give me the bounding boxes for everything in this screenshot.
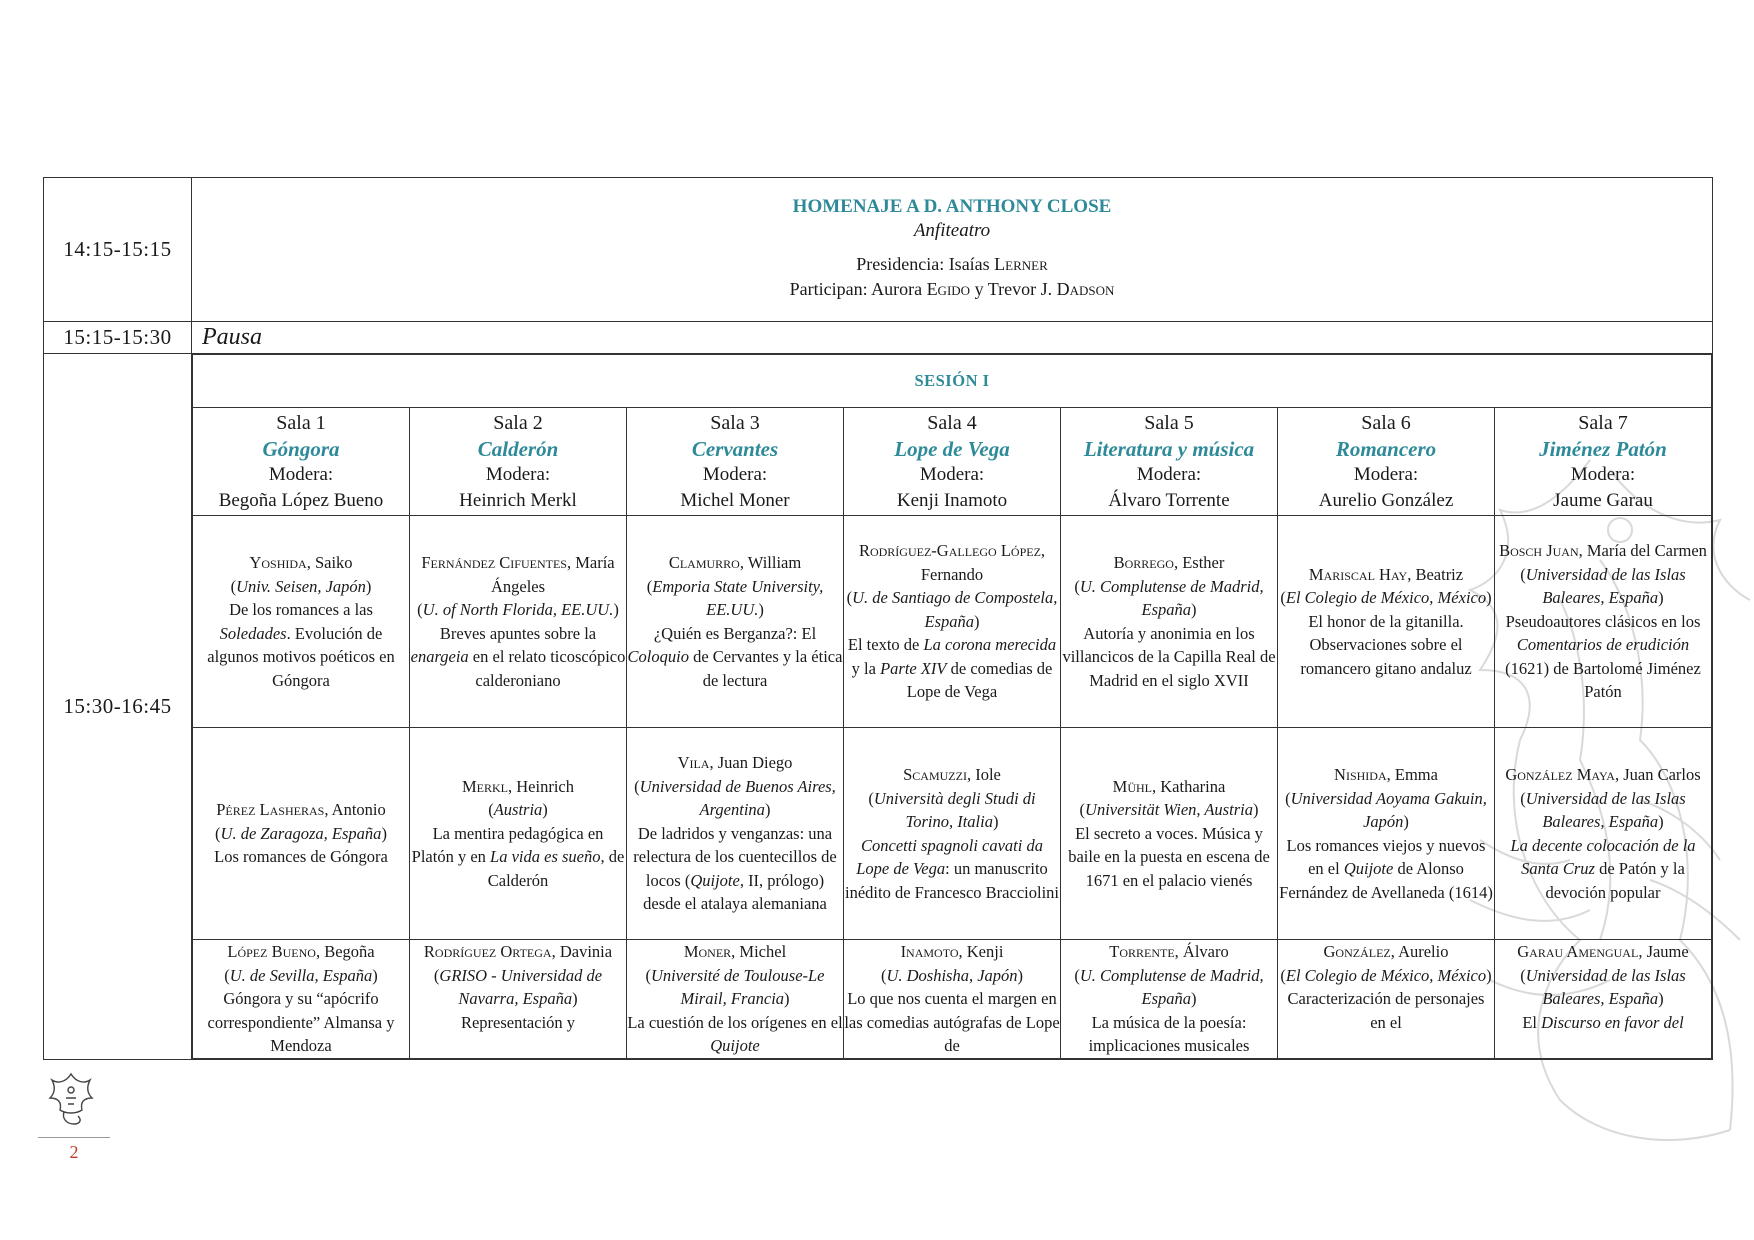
talk-cell: [627, 940, 844, 1059]
speaker-affiliation: (El Colegio de México, México): [1280, 965, 1492, 985]
speaker-given: , Fernando: [920, 541, 1046, 584]
speaker-affiliation: (Université de Toulouse-Le Mirail, Francia): [645, 965, 825, 1008]
presidencia-label: Presidencia: Isaías: [856, 254, 995, 274]
speaker: [410, 940, 626, 964]
speaker: [627, 551, 843, 575]
speaker-affiliation: (U. de Sevilla, España): [224, 965, 378, 985]
speaker: [1061, 940, 1277, 964]
speaker: [193, 551, 409, 575]
talk-title: [1278, 987, 1494, 1034]
affiliation-text: U. de Zaragoza, España: [220, 823, 382, 843]
speaker-given: , Kenji: [958, 942, 1004, 961]
title-part: de comedias de Lope de Vega: [906, 658, 1053, 702]
speaker-given: , Michel: [731, 942, 787, 961]
title-part: . Evolución de algunos motivos poéticos en Góngora: [207, 623, 395, 690]
affiliation-text: U. Doshisha, Japón: [886, 965, 1018, 985]
talk-title: [1278, 834, 1494, 905]
moderator-name: Heinrich Merkl: [459, 489, 577, 511]
title-part: y la: [851, 658, 881, 678]
speaker-surname: Nishida: [1334, 765, 1387, 784]
speaker-given: , Juan Carlos: [1614, 765, 1701, 784]
sesion-time: 15:30-16:45: [44, 354, 192, 1060]
sala-name: Sala 2: [493, 411, 543, 434]
speaker-affiliation: (El Colegio de México, México): [1280, 588, 1492, 608]
speaker-given: , Iole: [966, 765, 1001, 784]
dragon-emblem-icon: [44, 1068, 98, 1128]
affiliation-text: Università degli Studi di Torino, Italia: [873, 788, 1036, 831]
title-italic: La decente colocación de la Santa Cruz: [1510, 835, 1696, 878]
speaker: [1495, 539, 1711, 563]
affiliation-text: El Colegio de México, México: [1285, 588, 1487, 608]
title-part: : un manuscrito inédito de Francesco Bracciolini: [845, 859, 1059, 902]
speaker-given: , Jaume: [1638, 942, 1689, 961]
title-italic: Soledades: [219, 623, 287, 643]
sala-topic: Romancero: [1335, 436, 1437, 461]
footer-rule: [38, 1137, 110, 1138]
speaker-surname: Mühl: [1112, 776, 1153, 796]
moderator-label: Modera:: [1136, 463, 1202, 485]
title-part: en el relato ticoscópico calderoniano: [468, 647, 626, 690]
speaker-surname: Merkl: [462, 776, 509, 796]
speaker-affiliation: (U. Complutense de Madrid, España): [1074, 965, 1264, 1008]
affiliation-text: Univ. Seisen, Japón: [236, 576, 366, 596]
sala-topic: Góngora: [262, 436, 340, 461]
sesion-table: [192, 354, 1712, 1059]
talk-title: [1495, 610, 1711, 704]
speaker-given: , Beatriz: [1407, 564, 1464, 584]
speaker-given: , Katharina: [1152, 776, 1226, 796]
title-part: Autoría y anonimia en los villancicos de la Capilla Real de Madrid en el siglo XVII: [1062, 623, 1276, 690]
speaker-given: , Juan Diego: [709, 753, 793, 773]
title-part: El secreto a voces. Música y baile en la puesta en escena de 1671 en el palacio vienés: [1068, 823, 1270, 890]
speaker-affiliation: (GRISO - Universidad de Navarra, España): [433, 965, 603, 1008]
speaker-surname: Rodríguez-Gallego López: [858, 541, 1041, 561]
participan-label: Participan: Aurora: [789, 279, 927, 299]
speaker-given: , Álvaro: [1174, 942, 1229, 961]
affiliation-text: Universidad de las Islas Baleares, España: [1525, 965, 1686, 1008]
affiliation-text: Universidad de Buenos Aires, Argentina: [639, 776, 836, 820]
speaker: [627, 751, 843, 775]
speaker-given: , Antonio: [324, 800, 386, 820]
title-part: Pseudoautores clásicos en los: [1505, 611, 1701, 631]
speaker-affiliation: (Austria): [488, 800, 548, 820]
speaker-affiliation: (U. of North Florida, EE.UU.): [417, 600, 619, 619]
speaker-surname: Vila: [677, 753, 710, 773]
pausa-row: [44, 322, 1713, 354]
speaker-affiliation: (Univ. Seisen, Japón): [230, 576, 372, 596]
affiliation-text: U. Complutense de Madrid, España: [1079, 965, 1264, 1008]
talk-title: [410, 822, 626, 893]
speaker-surname: Yoshida: [249, 553, 307, 572]
title-part: Breves apuntes sobre la: [439, 623, 597, 643]
presidencia-name: Lerner: [994, 254, 1048, 274]
sala-header-7: [1495, 408, 1712, 516]
speaker-affiliation: (Universidad de las Islas Baleares, España): [1520, 788, 1686, 831]
speaker-surname: Rodríguez Ortega: [423, 942, 552, 961]
speaker-surname: Inamoto: [900, 942, 959, 961]
homenaje-time: 14:15-15:15: [44, 178, 192, 322]
speaker-affiliation: (Universidad de las Islas Baleares, España): [1520, 564, 1686, 608]
affiliation-text: U. de Santiago de Compostela, España: [852, 588, 1058, 631]
title-part: Góngora y su “apócrifo correspondiente” Almansa y Mendoza: [207, 989, 395, 1055]
talk-title: [1061, 822, 1277, 893]
talk-cell: [1495, 516, 1712, 728]
sala-name: Sala 7: [1578, 411, 1628, 434]
speaker-surname: Fernández Cifuentes: [421, 553, 567, 572]
speaker-affiliation: (Universidad Aoyama Gakuin, Japón): [1285, 788, 1487, 831]
affiliation-text: Universidad de las Islas Baleares, España: [1525, 788, 1686, 831]
title-italic: Quijote: [1343, 859, 1394, 878]
talk-title: [1061, 622, 1277, 693]
talk-cell: [410, 940, 627, 1059]
speaker-given: , María del Carmen: [1578, 541, 1707, 561]
moderator-label: Modera:: [919, 463, 985, 485]
title-italic: Discurso en favor del: [1541, 1012, 1684, 1032]
speaker: [844, 763, 1060, 787]
sala-name: Sala 4: [927, 411, 977, 434]
sala-header-5: [1061, 408, 1278, 516]
moderator-label: Modera:: [268, 463, 334, 485]
participan-name-1: Egido: [926, 279, 971, 299]
speaker: [1495, 940, 1711, 964]
talk-title: [1495, 834, 1711, 905]
title-part: El: [1522, 1012, 1542, 1032]
sesion-row: [44, 354, 1713, 1060]
speaker-surname: Bosch Juan: [1499, 541, 1579, 561]
moderator-label: Modera:: [1353, 463, 1419, 485]
talk-title: [1495, 1011, 1711, 1035]
speaker-given: , Esther: [1173, 553, 1225, 572]
speaker: [410, 775, 626, 799]
affiliation-text: U. Complutense de Madrid, España: [1079, 576, 1264, 619]
speaker-surname: López Bueno: [227, 942, 316, 961]
participan-join: y Trevor J.: [970, 279, 1057, 299]
speaker-surname: Pérez Lasheras: [216, 800, 325, 820]
talk-cell: [1061, 516, 1278, 728]
program-table: [43, 177, 1713, 1060]
sala-header-1: [193, 408, 410, 516]
sala-topic: Literatura y música: [1083, 436, 1255, 461]
homenaje-title: HOMENAJE A D. ANTHONY CLOSE: [792, 196, 1112, 217]
homenaje-participan: [192, 279, 1712, 300]
speaker-surname: Clamurro: [668, 553, 740, 572]
speaker-affiliation: (U. Doshisha, Japón): [880, 965, 1024, 985]
talk-title: [410, 1011, 626, 1035]
talk-title: [1061, 1011, 1277, 1058]
talk-title: [627, 822, 843, 916]
speaker-affiliation: (U. de Santiago de Compostela, España): [846, 588, 1058, 631]
affiliation-text: GRISO - Universidad de Navarra, España: [439, 965, 603, 1008]
speaker: [844, 539, 1060, 586]
title-part: La mentira pedagógica en Platón y en: [411, 823, 604, 867]
talk-cell: [1061, 940, 1278, 1059]
speaker-affiliation: (Universität Wien, Austria): [1079, 800, 1259, 820]
title-part: De ladridos y venganzas: una relectura de los cuentecillos de locos (: [633, 823, 837, 890]
title-part: El honor de la gitanilla. Observaciones sobre el romancero gitano andaluz: [1300, 611, 1472, 678]
title-part: de Cervantes y la ética de lectura: [688, 647, 843, 690]
homenaje-cell: [192, 178, 1713, 322]
homenaje-venue: Anfiteatro: [913, 220, 991, 241]
speaker-affiliation: (U. de Zaragoza, España): [215, 823, 387, 843]
title-part: ¿Quién es Berganza?: El: [653, 623, 817, 643]
talk-cell: [193, 516, 410, 728]
homenaje-presidencia: [192, 254, 1712, 275]
talk-cell: [193, 728, 410, 940]
speaker-affiliation: (U. Complutense de Madrid, España): [1074, 576, 1264, 619]
title-italic: Concetti spagnoli cavati da Lope de Vega: [856, 835, 1043, 878]
talk-cell: [1278, 516, 1495, 728]
homenaje-row: [44, 178, 1713, 322]
speaker-affiliation: (Universidad de Buenos Aires, Argentina): [634, 776, 836, 820]
speaker-surname: Garau Amengual: [1517, 942, 1639, 961]
sala-name: Sala 5: [1144, 411, 1194, 434]
talk-row-2: [193, 728, 1712, 940]
affiliation-text: Emporia State University, EE.UU.: [652, 576, 824, 619]
sala-name: Sala 3: [710, 411, 760, 434]
affiliation-text: Universidad Aoyama Gakuin, Japón: [1290, 788, 1487, 831]
sala-name: Sala 1: [276, 411, 326, 434]
speaker: [193, 940, 409, 964]
talk-title: [410, 622, 626, 693]
talk-cell: [1278, 940, 1495, 1059]
sala-topic: Cervantes: [691, 436, 779, 461]
talk-cell: [193, 940, 410, 1059]
moderator-label: Modera:: [1570, 463, 1636, 485]
talk-cell: [1495, 940, 1712, 1059]
sala-topic: Lope de Vega: [894, 436, 1010, 461]
speaker-given: , Heinrich: [508, 776, 574, 796]
speaker: [1061, 551, 1277, 575]
speaker-affiliation: (Università degli Studi di Torino, Italia): [868, 788, 1036, 831]
participan-name-2: Dadson: [1056, 279, 1115, 299]
title-part: de Patón y la devoción popular: [1545, 859, 1685, 902]
moderator-name: Álvaro Torrente: [1108, 489, 1230, 511]
sala-header-6: [1278, 408, 1495, 516]
speaker-affiliation: (Universidad de las Islas Baleares, España): [1520, 965, 1686, 1008]
sala-header-2: [410, 408, 627, 516]
speaker-surname: González: [1323, 942, 1391, 961]
title-part: , II, prólogo) desde el atalaya alemaniana: [643, 870, 827, 914]
speaker-surname: González Maya: [1505, 765, 1615, 784]
speaker-surname: Torrente: [1109, 942, 1175, 961]
moderator-label: Modera:: [485, 463, 551, 485]
title-part: El texto de: [847, 635, 924, 655]
sala-name: Sala 6: [1361, 411, 1411, 434]
pausa-label: Pausa: [192, 322, 1713, 354]
talk-title: [193, 598, 409, 692]
talk-title: [193, 987, 409, 1058]
talk-title: [193, 845, 409, 869]
talk-cell: [844, 516, 1061, 728]
affiliation-text: Universität Wien, Austria: [1085, 800, 1253, 820]
speaker-given: , Begoña: [315, 942, 375, 961]
title-part: Representación y: [460, 1012, 576, 1032]
talk-title: [627, 1011, 843, 1058]
talk-title: [844, 633, 1060, 704]
sala-header-4: [844, 408, 1061, 516]
title-italic: La corona merecida: [923, 635, 1057, 655]
moderator-name: Begoña López Bueno: [218, 489, 384, 511]
speaker-given: , William: [739, 553, 802, 572]
sesion-title: SESIÓN I: [193, 355, 1712, 408]
affiliation-text: U. de Sevilla, España: [229, 965, 373, 985]
title-part: De los romances a las: [229, 600, 373, 619]
speaker-surname: Borrego: [1113, 553, 1174, 572]
title-part: La música de la poesía: implicaciones musicales: [1088, 1012, 1250, 1055]
talk-cell: [844, 940, 1061, 1059]
moderator-name: Aurelio González: [1318, 489, 1454, 511]
speaker-given: , María Ángeles: [490, 553, 615, 596]
pausa-time: 15:15-15:30: [44, 322, 192, 354]
sala-topic: Jiménez Patón: [1539, 436, 1667, 461]
talk-title: [1278, 610, 1494, 681]
talk-cell: [410, 516, 627, 728]
title-italic: Comentarios de erudición: [1516, 635, 1690, 655]
talk-row-1: [193, 516, 1712, 728]
title-part: Los romances de Góngora: [214, 847, 388, 867]
talk-cell: [627, 728, 844, 940]
speaker: [1495, 763, 1711, 787]
title-italic: Quijote: [710, 1036, 760, 1055]
affiliation-text: U. of North Florida, EE.UU.: [422, 600, 614, 619]
title-part: , de Calderón: [487, 847, 625, 890]
talk-cell: [1278, 728, 1495, 940]
sala-header-3: [627, 408, 844, 516]
speaker: [1278, 940, 1494, 964]
speaker: [844, 940, 1060, 964]
affiliation-text: Université de Toulouse-Le Mirail, Francia: [650, 965, 825, 1008]
speaker-given: , Emma: [1386, 765, 1438, 784]
speaker: [410, 551, 626, 598]
affiliation-text: Universidad de las Islas Baleares, España: [1525, 564, 1686, 608]
moderator-name: Michel Moner: [680, 489, 790, 511]
sesion-cell: [192, 354, 1713, 1060]
talk-cell: [1061, 728, 1278, 940]
speaker-surname: Mariscal Hay: [1308, 564, 1408, 584]
speaker-given: , Davinia: [551, 942, 613, 961]
title-italic: enargeia: [410, 647, 469, 666]
title-part: Los romances viejos y nuevos en el: [1286, 835, 1486, 878]
affiliation-text: El Colegio de México, México: [1285, 965, 1487, 985]
speaker: [1061, 775, 1277, 799]
sala-header-row: [193, 408, 1712, 516]
talk-title: [844, 987, 1060, 1058]
talk-cell: [627, 516, 844, 728]
title-part: (1621) de Bartolomé Jiménez Patón: [1505, 658, 1701, 702]
moderator-name: Kenji Inamoto: [896, 489, 1008, 511]
speaker-given: , Saiko: [306, 553, 353, 572]
talk-cell: [410, 728, 627, 940]
sala-topic: Calderón: [477, 436, 559, 461]
talk-row-3: [193, 940, 1712, 1059]
speaker: [1278, 563, 1494, 587]
moderator-label: Modera:: [702, 463, 768, 485]
affiliation-text: Austria: [493, 800, 543, 820]
title-part: La cuestión de los orígenes en el: [627, 1012, 843, 1032]
speaker-affiliation: (Emporia State University, EE.UU.): [646, 576, 824, 619]
speaker-surname: Moner: [683, 942, 732, 961]
speaker: [193, 798, 409, 822]
title-italic: La vida es sueño: [490, 847, 601, 867]
speaker-given: , Aurelio: [1390, 942, 1449, 961]
page-number: 2: [69, 1142, 79, 1162]
speaker: [1278, 763, 1494, 787]
title-part: de Alonso Fernández de Avellaneda (1614): [1279, 859, 1493, 902]
talk-cell: [1495, 728, 1712, 940]
speaker: [627, 940, 843, 964]
talk-title: [844, 834, 1060, 905]
moderator-name: Jaume Garau: [1553, 489, 1653, 511]
title-italic: Coloquio: [627, 647, 689, 666]
title-italic: Quijote: [690, 870, 740, 890]
title-part: Lo que nos cuenta el margen en las comedias autógrafas de Lope de: [844, 989, 1060, 1055]
talk-cell: [844, 728, 1061, 940]
speaker-surname: Scamuzzi: [903, 765, 967, 784]
title-part: Caracterización de personajes en el: [1287, 989, 1485, 1032]
talk-title: [627, 622, 843, 693]
title-italic: Parte XIV: [880, 658, 947, 678]
